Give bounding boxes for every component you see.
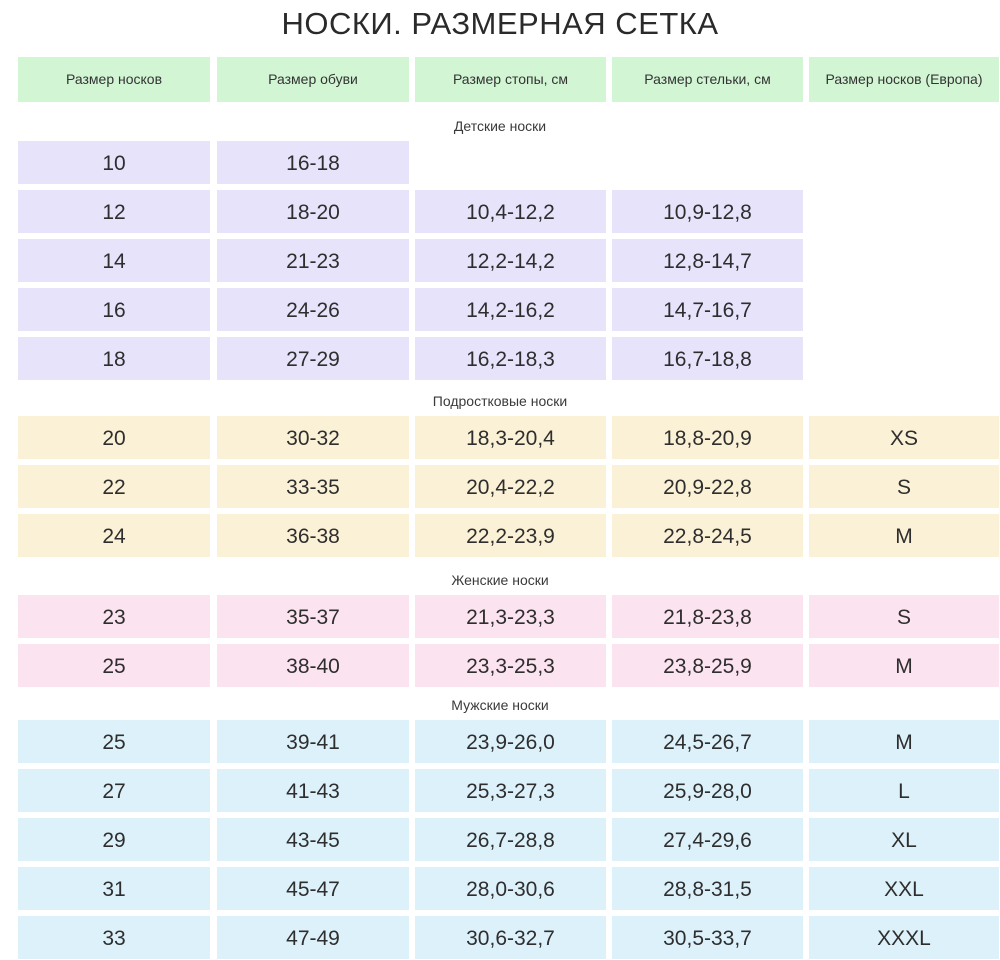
- header-insole-size: Размер стельки, см: [612, 57, 803, 102]
- table-cell-foot-size: 18,3-20,4: [415, 416, 606, 459]
- table-cell-shoe-size: 39-41: [217, 720, 409, 763]
- table-cell-insole-size: 30,5-33,7: [612, 916, 803, 959]
- table-cell-foot-size: 16,2-18,3: [415, 337, 606, 380]
- table-cell-shoe-size: 21-23: [217, 239, 409, 282]
- table-cell-foot-size: 10,4-12,2: [415, 190, 606, 233]
- table-cell-eu-size: L: [809, 769, 999, 812]
- table-cell-sock-size: 27: [18, 769, 210, 812]
- table-cell-shoe-size: 35-37: [217, 595, 409, 638]
- section-label: Подростковые носки: [432, 393, 568, 409]
- table-cell-eu-size: XL: [809, 818, 999, 861]
- table-cell-shoe-size: 38-40: [217, 644, 409, 687]
- table-cell-insole-size: 27,4-29,6: [612, 818, 803, 861]
- table-cell-insole-size: 21,8-23,8: [612, 595, 803, 638]
- table-cell-sock-size: 22: [18, 465, 210, 508]
- table-cell-insole-size: 28,8-31,5: [612, 867, 803, 910]
- table-cell-foot-size: 25,3-27,3: [415, 769, 606, 812]
- table-cell-sock-size: 25: [18, 720, 210, 763]
- table-cell-insole-size: 23,8-25,9: [612, 644, 803, 687]
- table-cell-foot-size: 30,6-32,7: [415, 916, 606, 959]
- table-cell-sock-size: 24: [18, 514, 210, 557]
- table-cell-eu-size: XXXL: [809, 916, 999, 959]
- table-cell-sock-size: 29: [18, 818, 210, 861]
- table-cell-shoe-size: 47-49: [217, 916, 409, 959]
- header-foot-size: Размер стопы, см: [415, 57, 606, 102]
- table-cell-sock-size: 10: [18, 141, 210, 184]
- table-cell-insole-size: 16,7-18,8: [612, 337, 803, 380]
- table-cell-eu-size: XS: [809, 416, 999, 459]
- table-cell-foot-size: 23,3-25,3: [415, 644, 606, 687]
- table-cell-eu-size: M: [809, 514, 999, 557]
- table-cell-shoe-size: 45-47: [217, 867, 409, 910]
- table-cell-sock-size: 31: [18, 867, 210, 910]
- table-cell-sock-size: 14: [18, 239, 210, 282]
- table-cell-insole-size: 14,7-16,7: [612, 288, 803, 331]
- table-cell-sock-size: 20: [18, 416, 210, 459]
- table-cell-sock-size: 12: [18, 190, 210, 233]
- header-sock-size: Размер носков: [18, 57, 210, 102]
- table-cell-shoe-size: 16-18: [217, 141, 409, 184]
- table-cell-insole-size: 12,8-14,7: [612, 239, 803, 282]
- table-cell-insole-size: 24,5-26,7: [612, 720, 803, 763]
- table-cell-foot-size: 28,0-30,6: [415, 867, 606, 910]
- table-cell-sock-size: 16: [18, 288, 210, 331]
- table-cell-foot-size: 20,4-22,2: [415, 465, 606, 508]
- table-cell-insole-size: 20,9-22,8: [612, 465, 803, 508]
- table-cell-shoe-size: 41-43: [217, 769, 409, 812]
- table-cell-foot-size: 12,2-14,2: [415, 239, 606, 282]
- table-cell-shoe-size: 33-35: [217, 465, 409, 508]
- table-cell-foot-size: 23,9-26,0: [415, 720, 606, 763]
- section-label: Детские носки: [453, 118, 547, 134]
- table-cell-sock-size: 25: [18, 644, 210, 687]
- table-cell-shoe-size: 18-20: [217, 190, 409, 233]
- table-cell-shoe-size: 24-26: [217, 288, 409, 331]
- table-cell-eu-size: M: [809, 720, 999, 763]
- table-cell-insole-size: 22,8-24,5: [612, 514, 803, 557]
- table-cell-shoe-size: 43-45: [217, 818, 409, 861]
- table-cell-eu-size: M: [809, 644, 999, 687]
- table-cell-insole-size: 10,9-12,8: [612, 190, 803, 233]
- table-cell-sock-size: 33: [18, 916, 210, 959]
- table-cell-sock-size: 23: [18, 595, 210, 638]
- table-cell-eu-size: S: [809, 595, 999, 638]
- table-cell-shoe-size: 30-32: [217, 416, 409, 459]
- table-cell-foot-size: 21,3-23,3: [415, 595, 606, 638]
- page-title: НОСКИ. РАЗМЕРНАЯ СЕТКА: [281, 6, 719, 41]
- section-label: Женские носки: [451, 572, 549, 588]
- header-eu-size: Размер носков (Европа): [809, 57, 999, 102]
- header-shoe-size: Размер обуви: [217, 57, 409, 102]
- table-cell-eu-size: XXL: [809, 867, 999, 910]
- table-cell-insole-size: 18,8-20,9: [612, 416, 803, 459]
- table-cell-foot-size: 26,7-28,8: [415, 818, 606, 861]
- table-cell-sock-size: 18: [18, 337, 210, 380]
- section-label: Мужские носки: [451, 697, 549, 713]
- table-cell-insole-size: 25,9-28,0: [612, 769, 803, 812]
- table-cell-foot-size: 22,2-23,9: [415, 514, 606, 557]
- table-cell-shoe-size: 36-38: [217, 514, 409, 557]
- table-cell-foot-size: 14,2-16,2: [415, 288, 606, 331]
- table-cell-shoe-size: 27-29: [217, 337, 409, 380]
- table-cell-eu-size: S: [809, 465, 999, 508]
